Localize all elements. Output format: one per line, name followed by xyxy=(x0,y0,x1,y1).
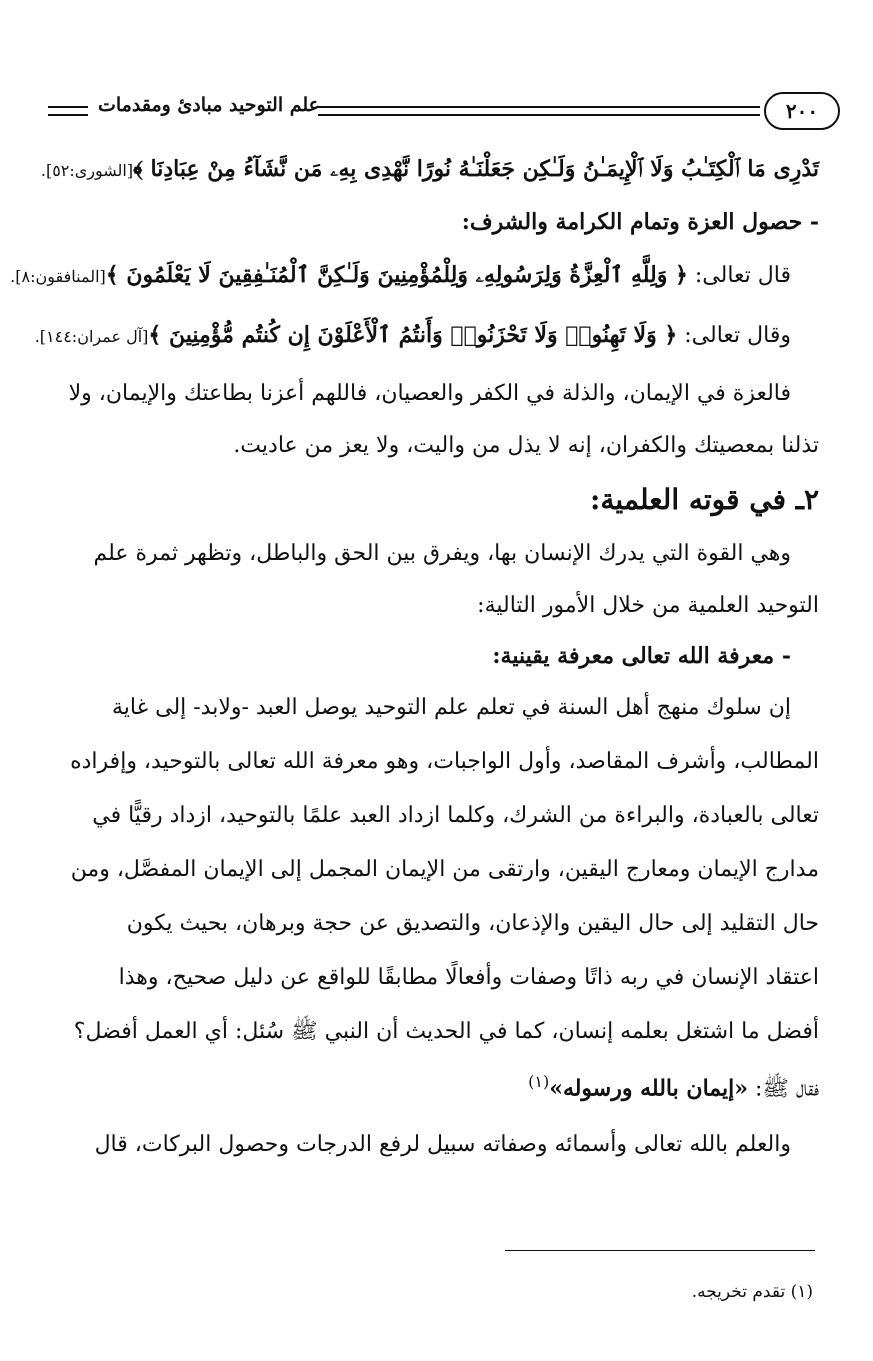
quran-verse: ﴿ وَلَا تَهِنُوا۟ وَلَا تَحْزَنُوا۟ وَأَنتُمُ ٱلْأَعْلَوْنَ إِن كُنتُم مُّؤْمِنِينَ ﴾ xyxy=(148,322,678,348)
paragraph-line: وهي القوة التي يدرك الإنسان بها، ويفرق بين الحق والباطل، وتظهر ثمرة علم xyxy=(93,541,791,566)
page-number: ٢٠٠ xyxy=(764,92,840,130)
quran-verse: تَدْرِى مَا ٱلْكِتَـٰبُ وَلَا ٱلْإِيمَـٰنُ وَلَـٰكِن جَعَلْنَـٰهُ نُورًا نَّهْدِى بِهِۦ مَن نَّشَآءُ مِنْ عِبَادِنَا ﴾ xyxy=(133,156,819,182)
paragraph-line: المطالب، وأشرف المقاصد، وأول الواجبات، وهو معرفة الله تعالى بالتوحيد، وإفراده xyxy=(70,749,819,774)
quran-line xyxy=(34,320,819,352)
quote-intro: قال تعالى: xyxy=(687,263,791,288)
paragraph-line: تذلنا بمعصيتك والكفران، إنه لا يذل من واليت، ولا يعز من عاديت. xyxy=(233,433,819,458)
hadith-line xyxy=(44,1067,819,1104)
page-header xyxy=(40,92,830,132)
header-rule xyxy=(318,106,760,116)
header-rule-left xyxy=(48,106,88,116)
paragraph-line: فالعزة في الإيمان، والذلة في الكفر والعصيان، فاللهم أعزنا بطاعتك والإيمان، ولا xyxy=(68,381,791,406)
subheading: - معرفة الله تعالى معرفة يقينية: xyxy=(492,643,791,669)
running-title: علم التوحيد مبادئ ومقدمات xyxy=(98,94,321,116)
paragraph-line: أفضل ما اشتغل بعلمه إنسان، كما في الحديث أن النبي ﷺ سُئل: أي العمل أفضل؟ xyxy=(73,1019,819,1044)
quran-line xyxy=(40,154,819,186)
quran-line xyxy=(10,260,819,292)
verse-citation: [آل عمران:١٤٤]. xyxy=(34,327,149,346)
verse-citation: [المنافقون:٨]. xyxy=(10,267,106,286)
paragraph-line: تعالى بالعبادة، والبراءة من الشرك، وكلما ازداد العبد علمًا بالتوحيد، ازداد رقيًّا في xyxy=(92,803,819,828)
footnote-separator xyxy=(505,1250,815,1251)
footnote-marker: (١) xyxy=(528,1072,550,1091)
paragraph-line: إن سلوك منهج أهل السنة في تعلم علم التوحيد يوصل العبد -ولابد- إلى غاية xyxy=(111,695,791,720)
hadith-text: «إيمان بالله ورسوله» xyxy=(549,1075,748,1102)
hadith-intro: فقال ﷺ: xyxy=(747,1076,819,1102)
paragraph-line: والعلم بالله تعالى وأسمائه وصفاته سبيل لرفع الدرجات وحصول البركات، قال xyxy=(94,1132,791,1158)
paragraph-line: التوحيد العلمية من خلال الأمور التالية: xyxy=(477,593,819,618)
paragraph-line: اعتقاد الإنسان في ربه ذاتًا وصفات وأفعالًا مطابقًا للواقع عن دليل صحيح، وهذا xyxy=(118,965,819,990)
section-title: ٢ـ في قوته العلمية: xyxy=(590,483,819,516)
subheading: - حصول العزة وتمام الكرامة والشرف: xyxy=(461,209,819,235)
page-body xyxy=(10,146,819,1160)
quote-intro: وقال تعالى: xyxy=(677,323,791,348)
paragraph-line: حال التقليد إلى حال اليقين والإذعان، والتصديق عن حجة وبرهان، بحيث يكون xyxy=(126,911,819,936)
verse-citation: [الشورى:٥٢]. xyxy=(40,161,134,180)
footnote: (١) تقدم تخريجه. xyxy=(691,1282,813,1302)
quran-verse: ﴿ وَلِلَّهِ ٱلْعِزَّةُ وَلِرَسُولِهِۦ وَلِلْمُؤْمِنِينَ وَلَـٰكِنَّ ٱلْمُنَـٰفِقِينَ لَا يَعْلَمُونَ ﴾ xyxy=(105,262,688,288)
paragraph-line: مدارج الإيمان ومعارج اليقين، وارتقى من الإيمان المجمل إلى الإيمان المفصَّل، ومن xyxy=(70,857,819,882)
